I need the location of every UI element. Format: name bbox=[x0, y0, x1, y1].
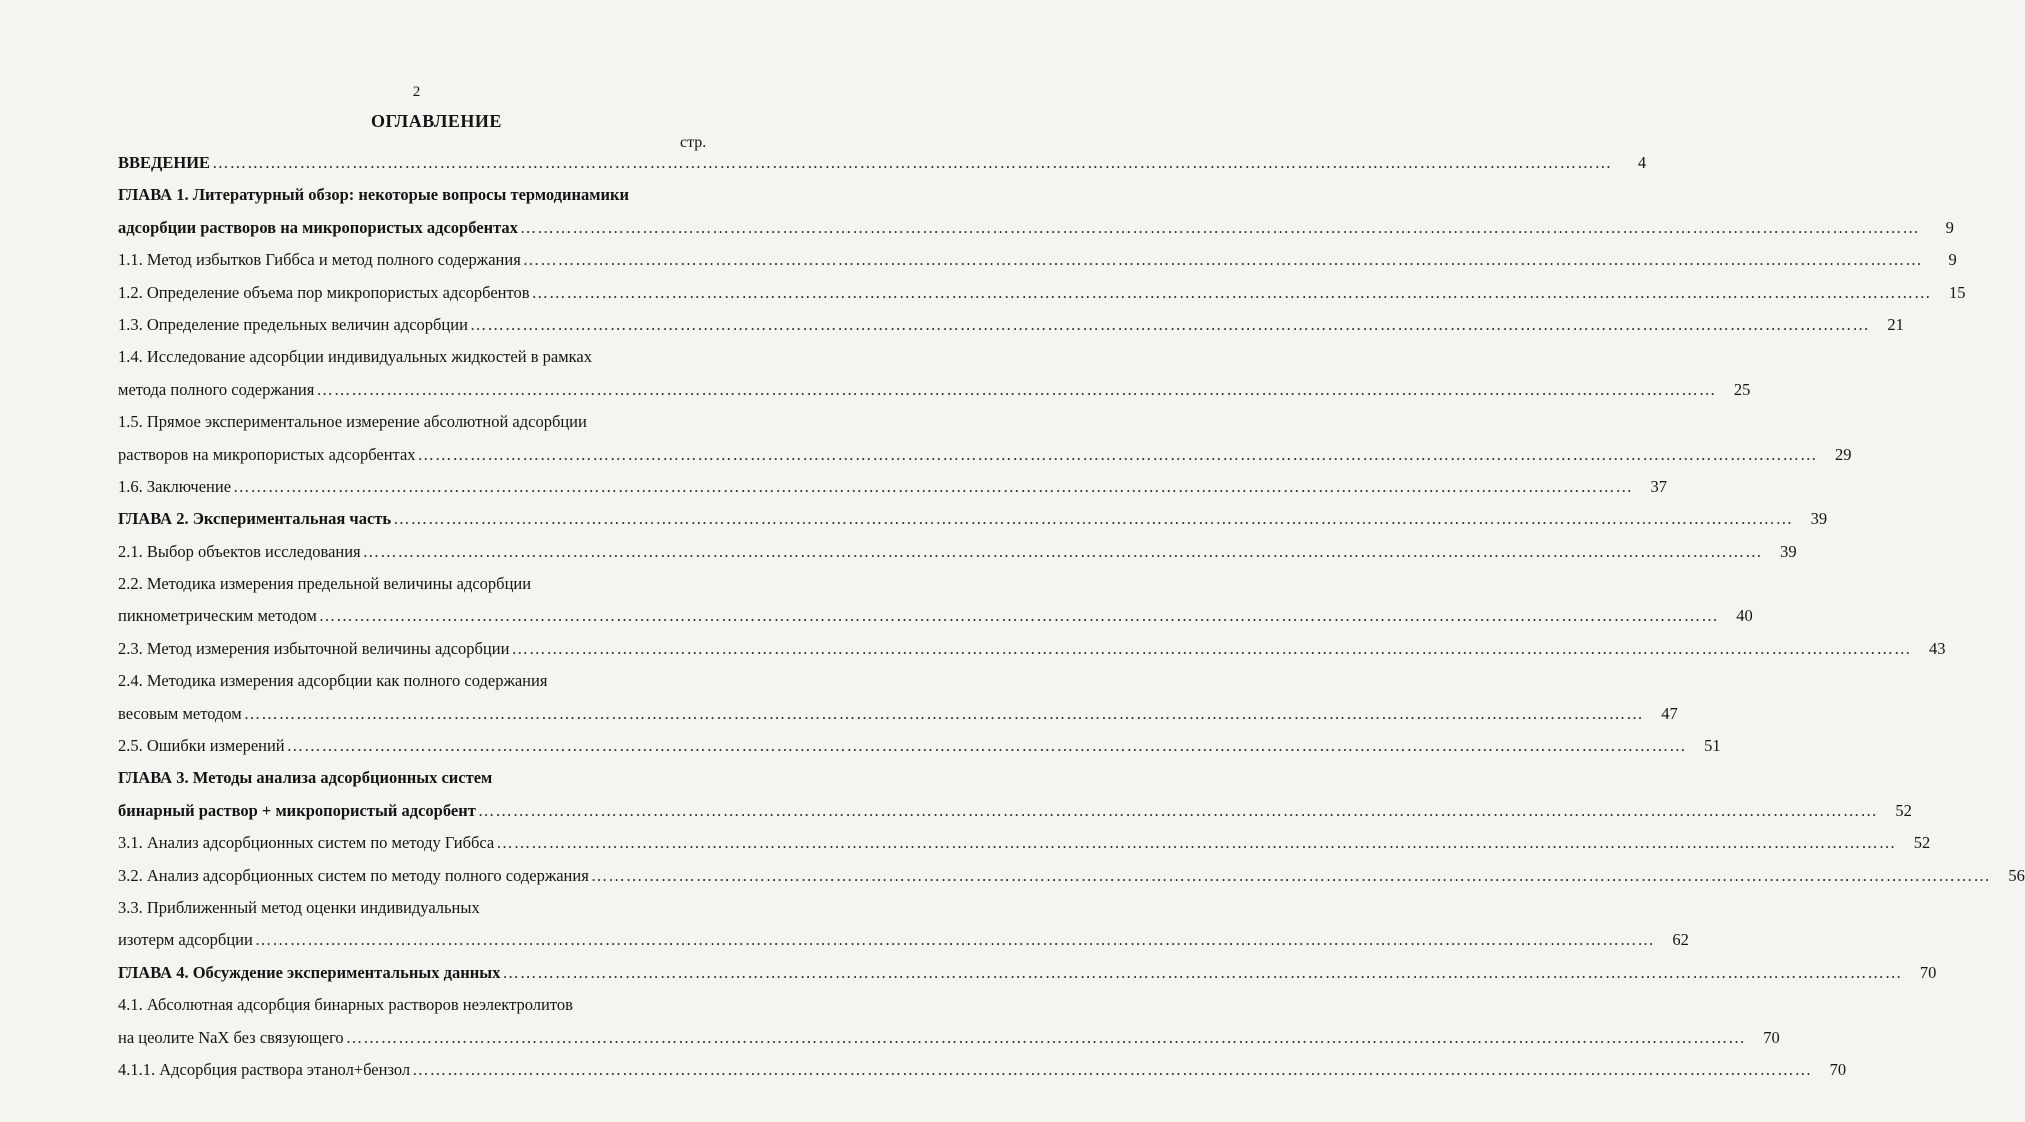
toc-entry-text: 1.5. Прямое экспериментальное измерение абсолютной адсорбции bbox=[118, 412, 587, 432]
toc-section-line bbox=[118, 633, 1946, 665]
toc-entry-text: 2.1. Выбор объектов исследования bbox=[118, 541, 361, 561]
toc-dot-leader: …………………………………………………………………………………………………………………………………………………………………………………………………………………… bbox=[286, 736, 1687, 756]
toc-entry-text: 1.1. Метод избытков Гиббса и метод полного содержания bbox=[118, 250, 521, 270]
toc-dot-leader: …………………………………………………………………………………………………………………………………………………………………………………………………………………… bbox=[511, 638, 1912, 658]
toc-chapter-line bbox=[118, 762, 720, 794]
toc-dot-leader: …………………………………………………………………………………………………………………………………………………………………………………………………………………… bbox=[393, 509, 1794, 529]
toc-page-number: 4 bbox=[1637, 153, 1647, 172]
toc-dot-leader: …………………………………………………………………………………………………………………………………………………………………………………………………………………… bbox=[254, 930, 1655, 950]
toc-chapter-line bbox=[118, 147, 1647, 179]
table-of-contents-title: ОГЛАВЛЕНИЕ bbox=[371, 111, 502, 131]
toc-section-line bbox=[118, 892, 720, 924]
toc-entry-text: 2.5. Ошибки измерений bbox=[118, 736, 285, 756]
toc-entry-text: 1.6. Заключение bbox=[118, 476, 232, 496]
toc-page-number: 62 bbox=[1672, 930, 1689, 950]
toc-entry-text: ВВЕДЕНИЕ bbox=[118, 153, 211, 172]
toc-section-line bbox=[118, 827, 1931, 859]
toc-dot-leader: …………………………………………………………………………………………………………………………………………………………………………………………………………………… bbox=[477, 800, 1878, 820]
toc-page-number: 25 bbox=[1733, 379, 1751, 399]
toc-entry-text: метода полного содержания bbox=[118, 379, 315, 399]
page-number: 2 bbox=[412, 84, 421, 100]
toc-page-number: 70 bbox=[1763, 1027, 1780, 1047]
toc-dot-leader: …………………………………………………………………………………………………………………………………………………………………………………………………………………… bbox=[519, 217, 1920, 237]
toc-section-line bbox=[118, 924, 1689, 956]
toc-dot-leader: …………………………………………………………………………………………………………………………………………………………………………………………………………………… bbox=[590, 865, 1991, 885]
toc-page-number: 56 bbox=[2008, 865, 2025, 885]
toc-entry-text: весовым методом bbox=[118, 703, 242, 723]
toc-page-number: 40 bbox=[1736, 606, 1753, 626]
toc-section-line bbox=[118, 536, 1797, 568]
toc-page-number: 52 bbox=[1895, 800, 1912, 820]
toc-page-number: 15 bbox=[1949, 282, 1966, 302]
toc-section-line bbox=[118, 600, 1753, 632]
toc-page-number: 47 bbox=[1661, 703, 1678, 723]
toc-page-number: 52 bbox=[1913, 833, 1931, 853]
toc-page-number: 39 bbox=[1810, 509, 1828, 529]
toc-chapter-line bbox=[118, 503, 1828, 535]
toc-entry-text: 2.4. Методика измерения адсорбции как полного содержания bbox=[118, 671, 548, 691]
toc-entry-text: ГЛАВА 4. Обсуждение экспериментальных данных bbox=[118, 962, 501, 982]
toc-section-line bbox=[118, 309, 1904, 341]
toc-entry-text: изотерм адсорбции bbox=[118, 930, 253, 950]
toc-entry-text: на цеолите NaX без связующего bbox=[118, 1027, 344, 1047]
toc-entry-text: 3.3. Приближенный метод оценки индивидуальных bbox=[118, 897, 480, 917]
toc-page-number: 9 bbox=[1945, 217, 1954, 237]
toc-dot-leader: …………………………………………………………………………………………………………………………………………………………………………………………………………………… bbox=[502, 962, 1903, 982]
toc-entry-text: ГЛАВА 2. Экспериментальная часть bbox=[118, 509, 392, 529]
toc-section-line bbox=[118, 989, 720, 1021]
toc-section-line bbox=[118, 277, 1966, 309]
toc-section-line bbox=[118, 406, 720, 438]
table-of-contents bbox=[118, 147, 2025, 1086]
toc-chapter-line bbox=[118, 212, 1954, 244]
toc-dot-leader: …………………………………………………………………………………………………………………………………………………………………………………………………………………… bbox=[417, 444, 1818, 464]
toc-page-number: 9 bbox=[1948, 250, 1957, 270]
toc-section-line bbox=[118, 341, 720, 373]
toc-page-number: 70 bbox=[1829, 1059, 1847, 1079]
toc-page-number: 43 bbox=[1928, 638, 1946, 658]
toc-entry-text: пикнометрическим методом bbox=[118, 606, 317, 626]
toc-dot-leader: …………………………………………………………………………………………………………………………………………………………………………………………………………………… bbox=[469, 314, 1870, 334]
toc-section-line bbox=[118, 374, 1751, 406]
toc-entry-text: 1.2. Определение объема пор микропористых адсорбентов bbox=[118, 282, 530, 302]
toc-page-number: 29 bbox=[1835, 444, 1852, 464]
toc-chapter-line bbox=[118, 957, 1937, 989]
toc-section-line bbox=[118, 244, 1957, 276]
toc-section-line bbox=[118, 1054, 1847, 1086]
toc-section-line bbox=[118, 471, 1668, 503]
toc-chapter-line bbox=[118, 795, 1912, 827]
toc-dot-leader: …………………………………………………………………………………………………………………………………………………………………………………………………………………… bbox=[316, 379, 1717, 399]
toc-section-line bbox=[118, 1022, 1780, 1054]
toc-dot-leader: …………………………………………………………………………………………………………………………………………………………………………………………………………………… bbox=[243, 703, 1644, 723]
page-column-label: стр. bbox=[680, 134, 707, 151]
toc-page-number: 70 bbox=[1919, 962, 1937, 982]
toc-dot-leader: …………………………………………………………………………………………………………………………………………………………………………………………………………………… bbox=[362, 541, 1763, 561]
toc-entry-text: 2.3. Метод измерения избыточной величины адсорбции bbox=[118, 638, 510, 658]
toc-section-line bbox=[118, 439, 1852, 471]
toc-entry-text: 4.1. Абсолютная адсорбция бинарных растворов неэлектролитов bbox=[118, 995, 573, 1015]
toc-page-number: 37 bbox=[1650, 476, 1668, 496]
toc-entry-text: 3.1. Анализ адсорбционных систем по методу Гиббса bbox=[118, 833, 495, 853]
toc-section-line bbox=[118, 730, 1721, 762]
toc-chapter-line bbox=[118, 179, 720, 211]
toc-section-line bbox=[118, 860, 2025, 892]
toc-dot-leader: …………………………………………………………………………………………………………………………………………………………………………………………………………………… bbox=[531, 282, 1932, 302]
toc-page-number: 21 bbox=[1887, 314, 1904, 334]
toc-dot-leader: …………………………………………………………………………………………………………………………………………………………………………………………………………………… bbox=[233, 476, 1634, 496]
toc-section-line bbox=[118, 698, 1678, 730]
toc-entry-text: 3.2. Анализ адсорбционных систем по методу полного содержания bbox=[118, 865, 589, 885]
toc-entry-text: 1.4. Исследование адсорбции индивидуальных жидкостей в рамках bbox=[118, 347, 592, 367]
toc-entry-text: 4.1.1. Адсорбция раствора этанол+бензол bbox=[118, 1059, 411, 1079]
toc-entry-text: растворов на микропористых адсорбентах bbox=[118, 444, 416, 464]
toc-entry-text: 1.3. Определение предельных величин адсорбции bbox=[118, 314, 468, 334]
toc-page-number: 51 bbox=[1704, 736, 1721, 756]
toc-entry-text: ГЛАВА 1. Литературный обзор: некоторые вопросы термодинамики bbox=[118, 185, 630, 205]
toc-dot-leader: …………………………………………………………………………………………………………………………………………………………………………………………………………………… bbox=[412, 1059, 1813, 1079]
toc-section-line bbox=[118, 665, 720, 697]
toc-entry-text: 2.2. Методика измерения предельной величины адсорбции bbox=[118, 574, 532, 594]
toc-page-number: 39 bbox=[1780, 541, 1797, 561]
toc-entry-text: бинарный раствор + микропористый адсорбент bbox=[118, 800, 476, 820]
toc-dot-leader: …………………………………………………………………………………………………………………………………………………………………………………………………………………… bbox=[212, 153, 1613, 172]
toc-entry-text: ГЛАВА 3. Методы анализа адсорбционных систем bbox=[118, 768, 493, 788]
toc-dot-leader: …………………………………………………………………………………………………………………………………………………………………………………………………………………… bbox=[496, 833, 1897, 853]
toc-dot-leader: …………………………………………………………………………………………………………………………………………………………………………………………………………………… bbox=[522, 250, 1923, 270]
toc-entry-text: адсорбции растворов на микропористых адсорбентах bbox=[118, 217, 518, 237]
toc-dot-leader: …………………………………………………………………………………………………………………………………………………………………………………………………………………… bbox=[318, 606, 1719, 626]
toc-dot-leader: …………………………………………………………………………………………………………………………………………………………………………………………………………………… bbox=[345, 1027, 1746, 1047]
toc-section-line bbox=[118, 568, 720, 600]
